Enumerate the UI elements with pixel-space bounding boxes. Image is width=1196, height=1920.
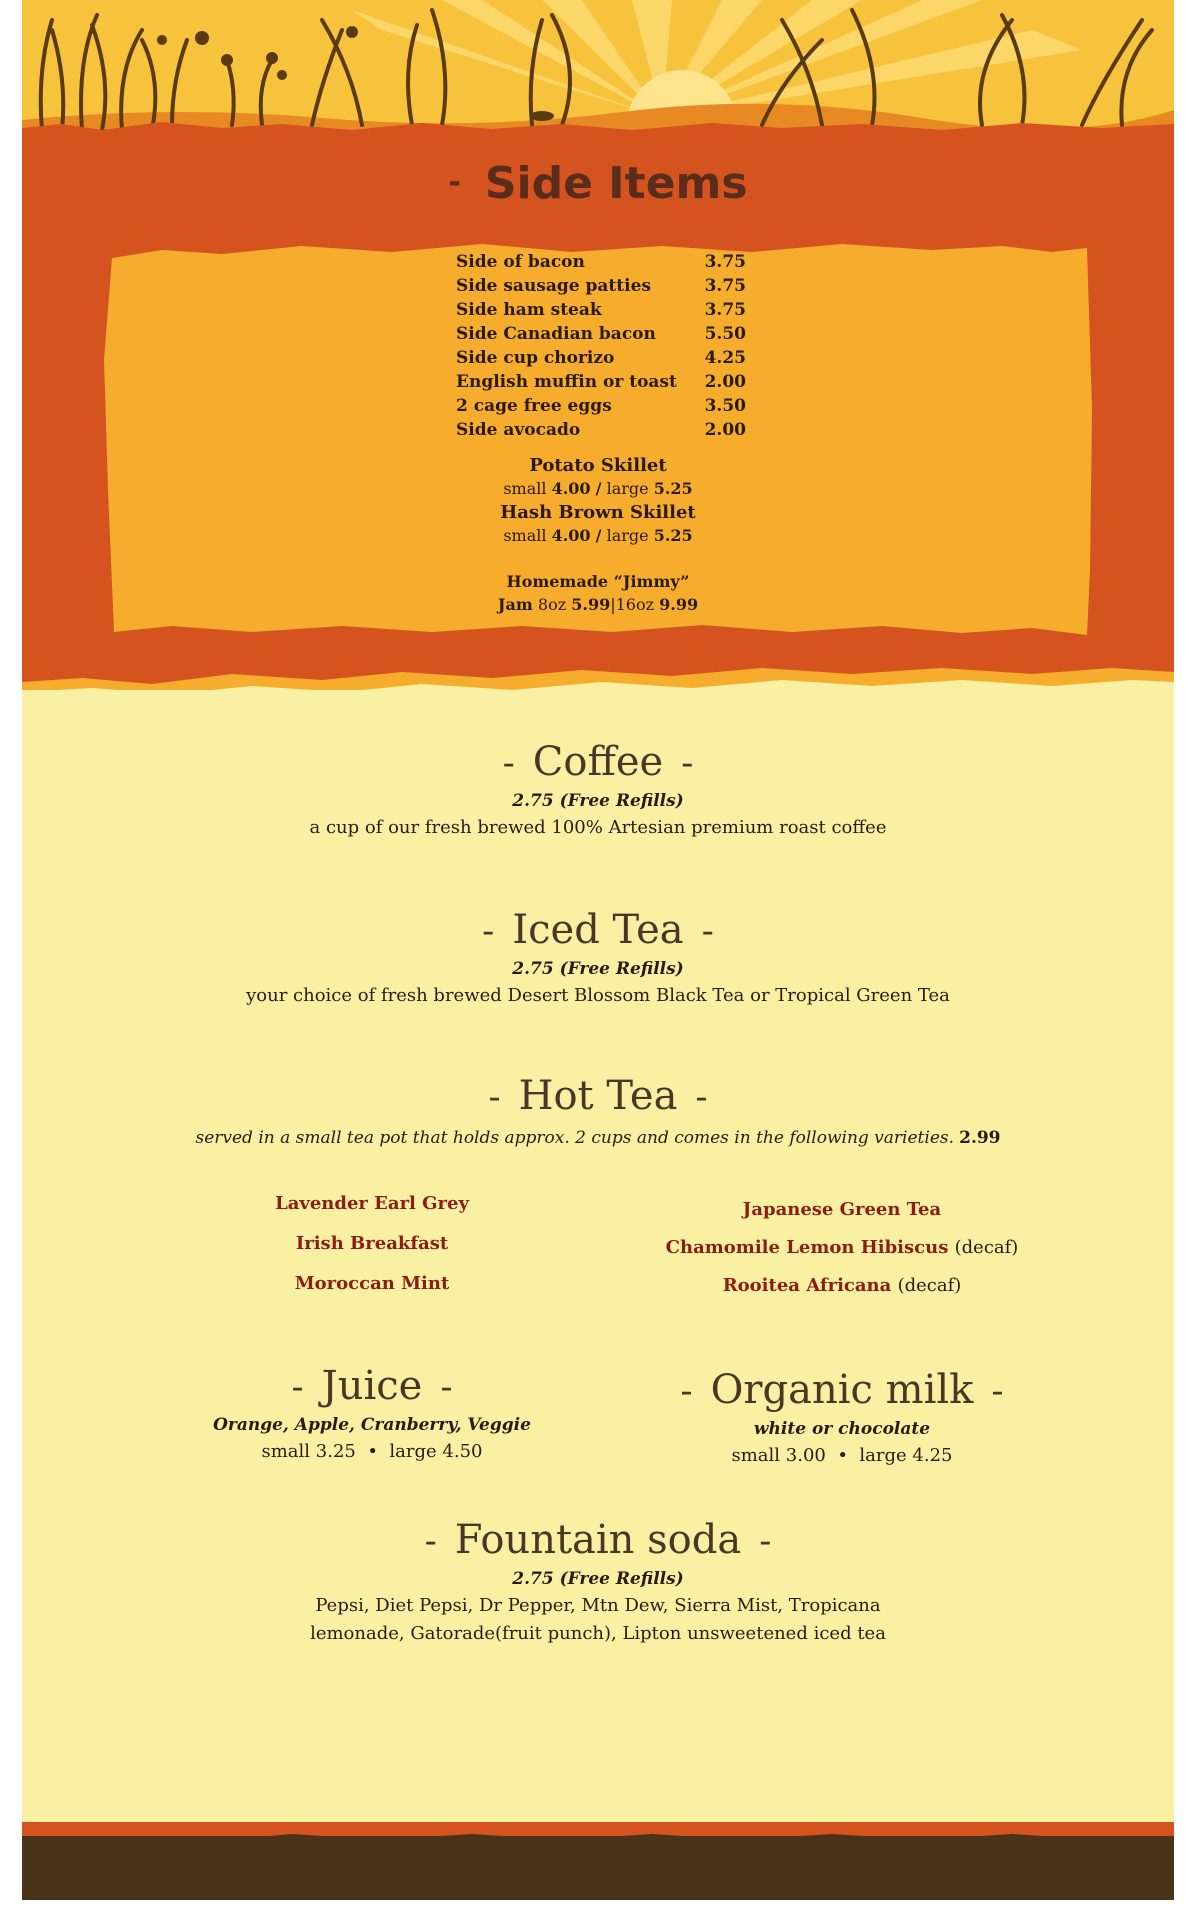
side-items-title: Side Items xyxy=(484,158,748,209)
decaf-note: (decaf) xyxy=(897,1275,962,1296)
homemade-jam xyxy=(22,570,1174,616)
list-item xyxy=(456,250,746,274)
jam-price: 5.99 xyxy=(571,595,611,614)
juice-prices xyxy=(152,1438,592,1466)
size-label: large xyxy=(859,1445,907,1466)
juice-title: Juice xyxy=(321,1363,423,1409)
heading-dash: - xyxy=(502,743,515,784)
item-name: Side cup chorizo xyxy=(456,348,615,368)
heading-dash: - xyxy=(488,1077,501,1118)
list-item xyxy=(622,1267,1062,1305)
iced-tea-section xyxy=(22,906,1174,1010)
heading-dash: - xyxy=(440,1367,453,1408)
soda-price: 2.75 (Free Refills) xyxy=(512,1569,684,1589)
jam-price: 9.99 xyxy=(659,595,699,614)
heading-dash: - xyxy=(448,165,461,200)
hash-brown-skillet xyxy=(22,501,1174,547)
item-price: 2.00 xyxy=(704,372,746,392)
size-label: small xyxy=(503,526,547,545)
juice-flavors: Orange, Apple, Cranberry, Veggie xyxy=(213,1415,531,1435)
item-price: 3.75 xyxy=(704,300,746,320)
iced-tea-description: your choice of fresh brewed Desert Blossom Black Tea or Tropical Green Tea xyxy=(246,985,950,1006)
bullet: • xyxy=(367,1441,378,1462)
soda-title: Fountain soda xyxy=(454,1517,742,1563)
size-label: small xyxy=(261,1441,311,1462)
hot-tea-varieties-left xyxy=(202,1184,542,1304)
item-price: 3.75 xyxy=(704,252,746,272)
soda-heading xyxy=(22,1516,1174,1566)
small-price: 4.00 xyxy=(551,479,591,498)
size-label: small xyxy=(731,1445,781,1466)
list-item xyxy=(456,274,746,298)
item-price: 5.50 xyxy=(704,324,746,344)
size-label: large xyxy=(606,526,649,545)
jam-prices xyxy=(22,593,1174,616)
item-price: 3.75 xyxy=(704,276,746,296)
large-price: 5.25 xyxy=(653,526,693,545)
heading-dash: - xyxy=(424,1521,437,1562)
iced-tea-price: 2.75 (Free Refills) xyxy=(512,959,684,979)
hot-tea-title: Hot Tea xyxy=(518,1073,678,1119)
hot-tea-intro-line xyxy=(22,1128,1174,1148)
item-name: Side avocado xyxy=(456,420,581,440)
jam-size: 8oz xyxy=(537,595,567,614)
small-price: 4.00 xyxy=(551,526,591,545)
size-label: large xyxy=(389,1441,437,1462)
organic-milk-section xyxy=(622,1366,1062,1470)
item-name: Side of bacon xyxy=(456,252,585,272)
item-name: Side Canadian bacon xyxy=(456,324,656,344)
milk-flavors: white or chocolate xyxy=(753,1419,931,1439)
hot-tea-section xyxy=(22,1072,1174,1148)
jam-name: Homemade “Jimmy” xyxy=(506,572,690,591)
hot-tea-price: 2.99 xyxy=(959,1128,1001,1148)
list-item xyxy=(456,298,746,322)
small-price: 3.25 xyxy=(315,1441,356,1462)
hot-tea-varieties-right xyxy=(622,1191,1062,1305)
coffee-heading xyxy=(22,738,1174,788)
milk-heading xyxy=(622,1366,1062,1416)
coffee-section xyxy=(22,738,1174,842)
tea-name: Chamomile Lemon Hibiscus xyxy=(665,1237,949,1258)
coffee-description: a cup of our fresh brewed 100% Artesian premium roast coffee xyxy=(309,817,887,838)
potato-skillet-name: Potato Skillet xyxy=(529,455,667,476)
milk-title: Organic milk xyxy=(710,1367,974,1413)
item-price: 3.50 xyxy=(704,396,746,416)
large-price: 4.50 xyxy=(442,1441,483,1462)
separator: / xyxy=(595,479,602,498)
coffee-title: Coffee xyxy=(532,739,664,785)
jam-size: 16oz xyxy=(615,595,655,614)
list-item xyxy=(622,1191,1062,1229)
bullet: • xyxy=(837,1445,848,1466)
hash-skillet-name: Hash Brown Skillet xyxy=(500,502,696,523)
heading-dash: - xyxy=(482,911,495,952)
heading-dash: - xyxy=(680,1371,693,1412)
iced-tea-heading xyxy=(22,906,1174,956)
item-name: 2 cage free eggs xyxy=(456,396,612,416)
item-name: Side ham steak xyxy=(456,300,602,320)
coffee-price: 2.75 (Free Refills) xyxy=(512,791,684,811)
separator: | xyxy=(610,595,616,614)
list-item xyxy=(456,370,746,394)
jam-label: Jam xyxy=(497,595,533,614)
torn-edge-top xyxy=(22,118,1174,148)
iced-tea-title: Iced Tea xyxy=(512,907,684,953)
potato-skillet xyxy=(22,454,1174,500)
heading-dash: - xyxy=(695,1077,708,1118)
tea-name: Rooitea Africana xyxy=(722,1275,892,1296)
tea-name: Japanese Green Tea xyxy=(742,1199,942,1220)
size-label: small xyxy=(503,479,547,498)
hash-skillet-prices xyxy=(22,524,1174,547)
heading-dash: - xyxy=(291,1367,304,1408)
side-items-list xyxy=(456,250,746,442)
footer-band xyxy=(22,1836,1174,1900)
list-item: Irish Breakfast xyxy=(295,1233,449,1254)
heading-dash: - xyxy=(681,743,694,784)
list-item: Moroccan Mint xyxy=(294,1273,450,1294)
list-item xyxy=(456,394,746,418)
decaf-note: (decaf) xyxy=(954,1237,1019,1258)
size-label: large xyxy=(606,479,649,498)
hot-tea-intro: served in a small tea pot that holds approx. 2 cups and comes in the following varieties. xyxy=(195,1128,955,1148)
potato-skillet-prices xyxy=(22,477,1174,500)
separator: / xyxy=(595,526,602,545)
large-price: 4.25 xyxy=(912,1445,953,1466)
item-name: Side sausage patties xyxy=(456,276,651,296)
item-name: English muffin or toast xyxy=(456,372,677,392)
soda-list-line-2: lemonade, Gatorade(fruit punch), Lipton unsweetened iced tea xyxy=(310,1623,886,1644)
list-item xyxy=(456,322,746,346)
list-item: Lavender Earl Grey xyxy=(275,1193,469,1214)
side-items-heading xyxy=(22,158,1174,209)
menu-page xyxy=(22,0,1174,1900)
juice-heading xyxy=(152,1362,592,1412)
milk-prices xyxy=(622,1442,1062,1470)
heading-dash: - xyxy=(991,1371,1004,1412)
item-price: 2.00 xyxy=(704,420,746,440)
list-item xyxy=(456,418,746,442)
fountain-soda-section xyxy=(22,1516,1174,1648)
large-price: 5.25 xyxy=(653,479,693,498)
list-item xyxy=(622,1229,1062,1267)
heading-dash: - xyxy=(759,1521,772,1562)
heading-dash: - xyxy=(701,911,714,952)
small-price: 3.00 xyxy=(785,1445,826,1466)
juice-section xyxy=(152,1362,592,1466)
hot-tea-heading xyxy=(22,1072,1174,1122)
soda-list-line-1: Pepsi, Diet Pepsi, Dr Pepper, Mtn Dew, Sierra Mist, Tropicana xyxy=(315,1595,881,1616)
item-price: 4.25 xyxy=(704,348,746,368)
list-item xyxy=(456,346,746,370)
